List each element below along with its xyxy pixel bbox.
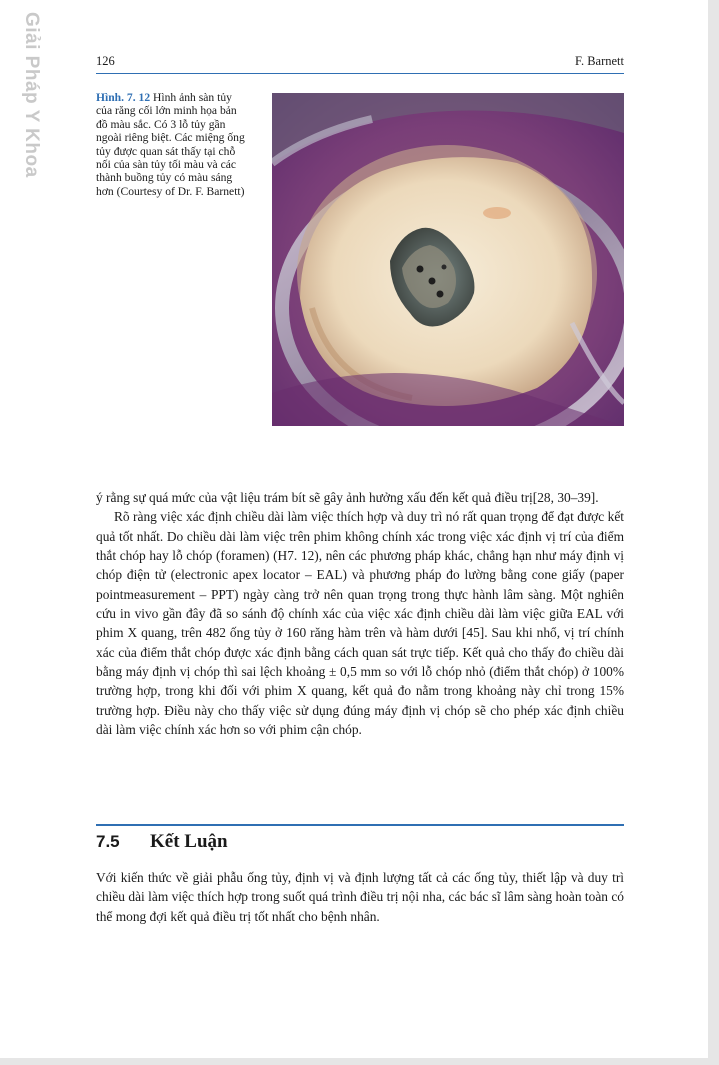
figure-caption (96, 91, 246, 198)
section-heading (96, 824, 624, 853)
section-title: Kết Luận (150, 831, 228, 852)
page-header (96, 54, 624, 74)
body-text (96, 488, 624, 739)
section-number: 7.5 (96, 832, 120, 851)
watermark: Giải Pháp Y Khoa (21, 12, 42, 178)
paragraph-2: Rõ ràng việc xác định chiều dài làm việc thích hợp và duy trì nó rất quan trọng để đạt được kết quả tốt nhất. Do chiều dài làm việc trên phim không chính xác trong việc xác định vị trí của điểm thắt chóp hay lỗ chóp (foramen) (H7. 12), nên các phương pháp khác, chẳng hạn như máy định vị chóp điện tử (electronic apex locator – EAL) và phương pháp đo lường bằng cone giấy (paper pointmeasurement – PPT) ngày càng trở nên quan trọng trong thực hành lâm sàng. Một nghiên cứu in vivo gần đây đã so sánh độ chính xác của việc xác định chiều dài làm việc giữa EAL với phim X quang, trên 482 ống tủy ở 160 răng hàm trên và hàm dưới [45]. Sau khi nhổ, vị trí chính xác của điểm thắt chóp được xác định bằng cách quan sát trực tiếp. Kết quả cho thấy đo chiều dài bằng máy định vị chóp thì sai lệch khoảng ± 0,5 mm so với lỗ chóp nhỏ (điểm thắt chóp) ở 100% trường hợp, trong khi đối với phim X quang, kết quả đo nằm trong khoảng này chỉ trong 15% trường hợp. Điều này cho thấy việc sử dụng đúng máy định vị chóp sẽ cho phép xác định chiều dài làm việc chính xác hơn so với phim cận chóp. (96, 509, 624, 738)
figure-caption-text: Hình ảnh sàn tủy của răng cối lớn minh họa bản đồ màu sắc. Có 3 lỗ tủy gần ngoài riêng biệt. Các miệng ống tủy được quan sát thấy tại chỗ nối của sàn tủy tối màu và các thành buồng tủy có màu sáng hơn (Courtesy of Dr. F. Barnett) (96, 91, 245, 198)
figure-photo (272, 93, 624, 426)
page-number: 126 (96, 54, 115, 68)
conclusion-paragraph: Với kiến thức về giải phẫu ống tủy, định vị và định lượng tất cả các ống tủy, thiết lập và duy trì chiều dài làm việc thích hợp trong suốt quá trình điều trị nội nha, các bác sĩ lâm sàng hoàn toàn có thể mong đợi kết quả điều trị tốt nhất cho bệnh nhân. (96, 870, 624, 924)
tooth-pulp-floor-photo (272, 93, 624, 426)
running-author: F. Barnett (575, 54, 624, 68)
figure-label: Hình. 7. 12 (96, 91, 151, 104)
section-body (96, 868, 624, 926)
paragraph-1: ý rằng sự quá mức của vật liệu trám bít sẽ gây ảnh hưởng xấu đến kết quả điều trị[28, 30–39]. (96, 490, 599, 505)
